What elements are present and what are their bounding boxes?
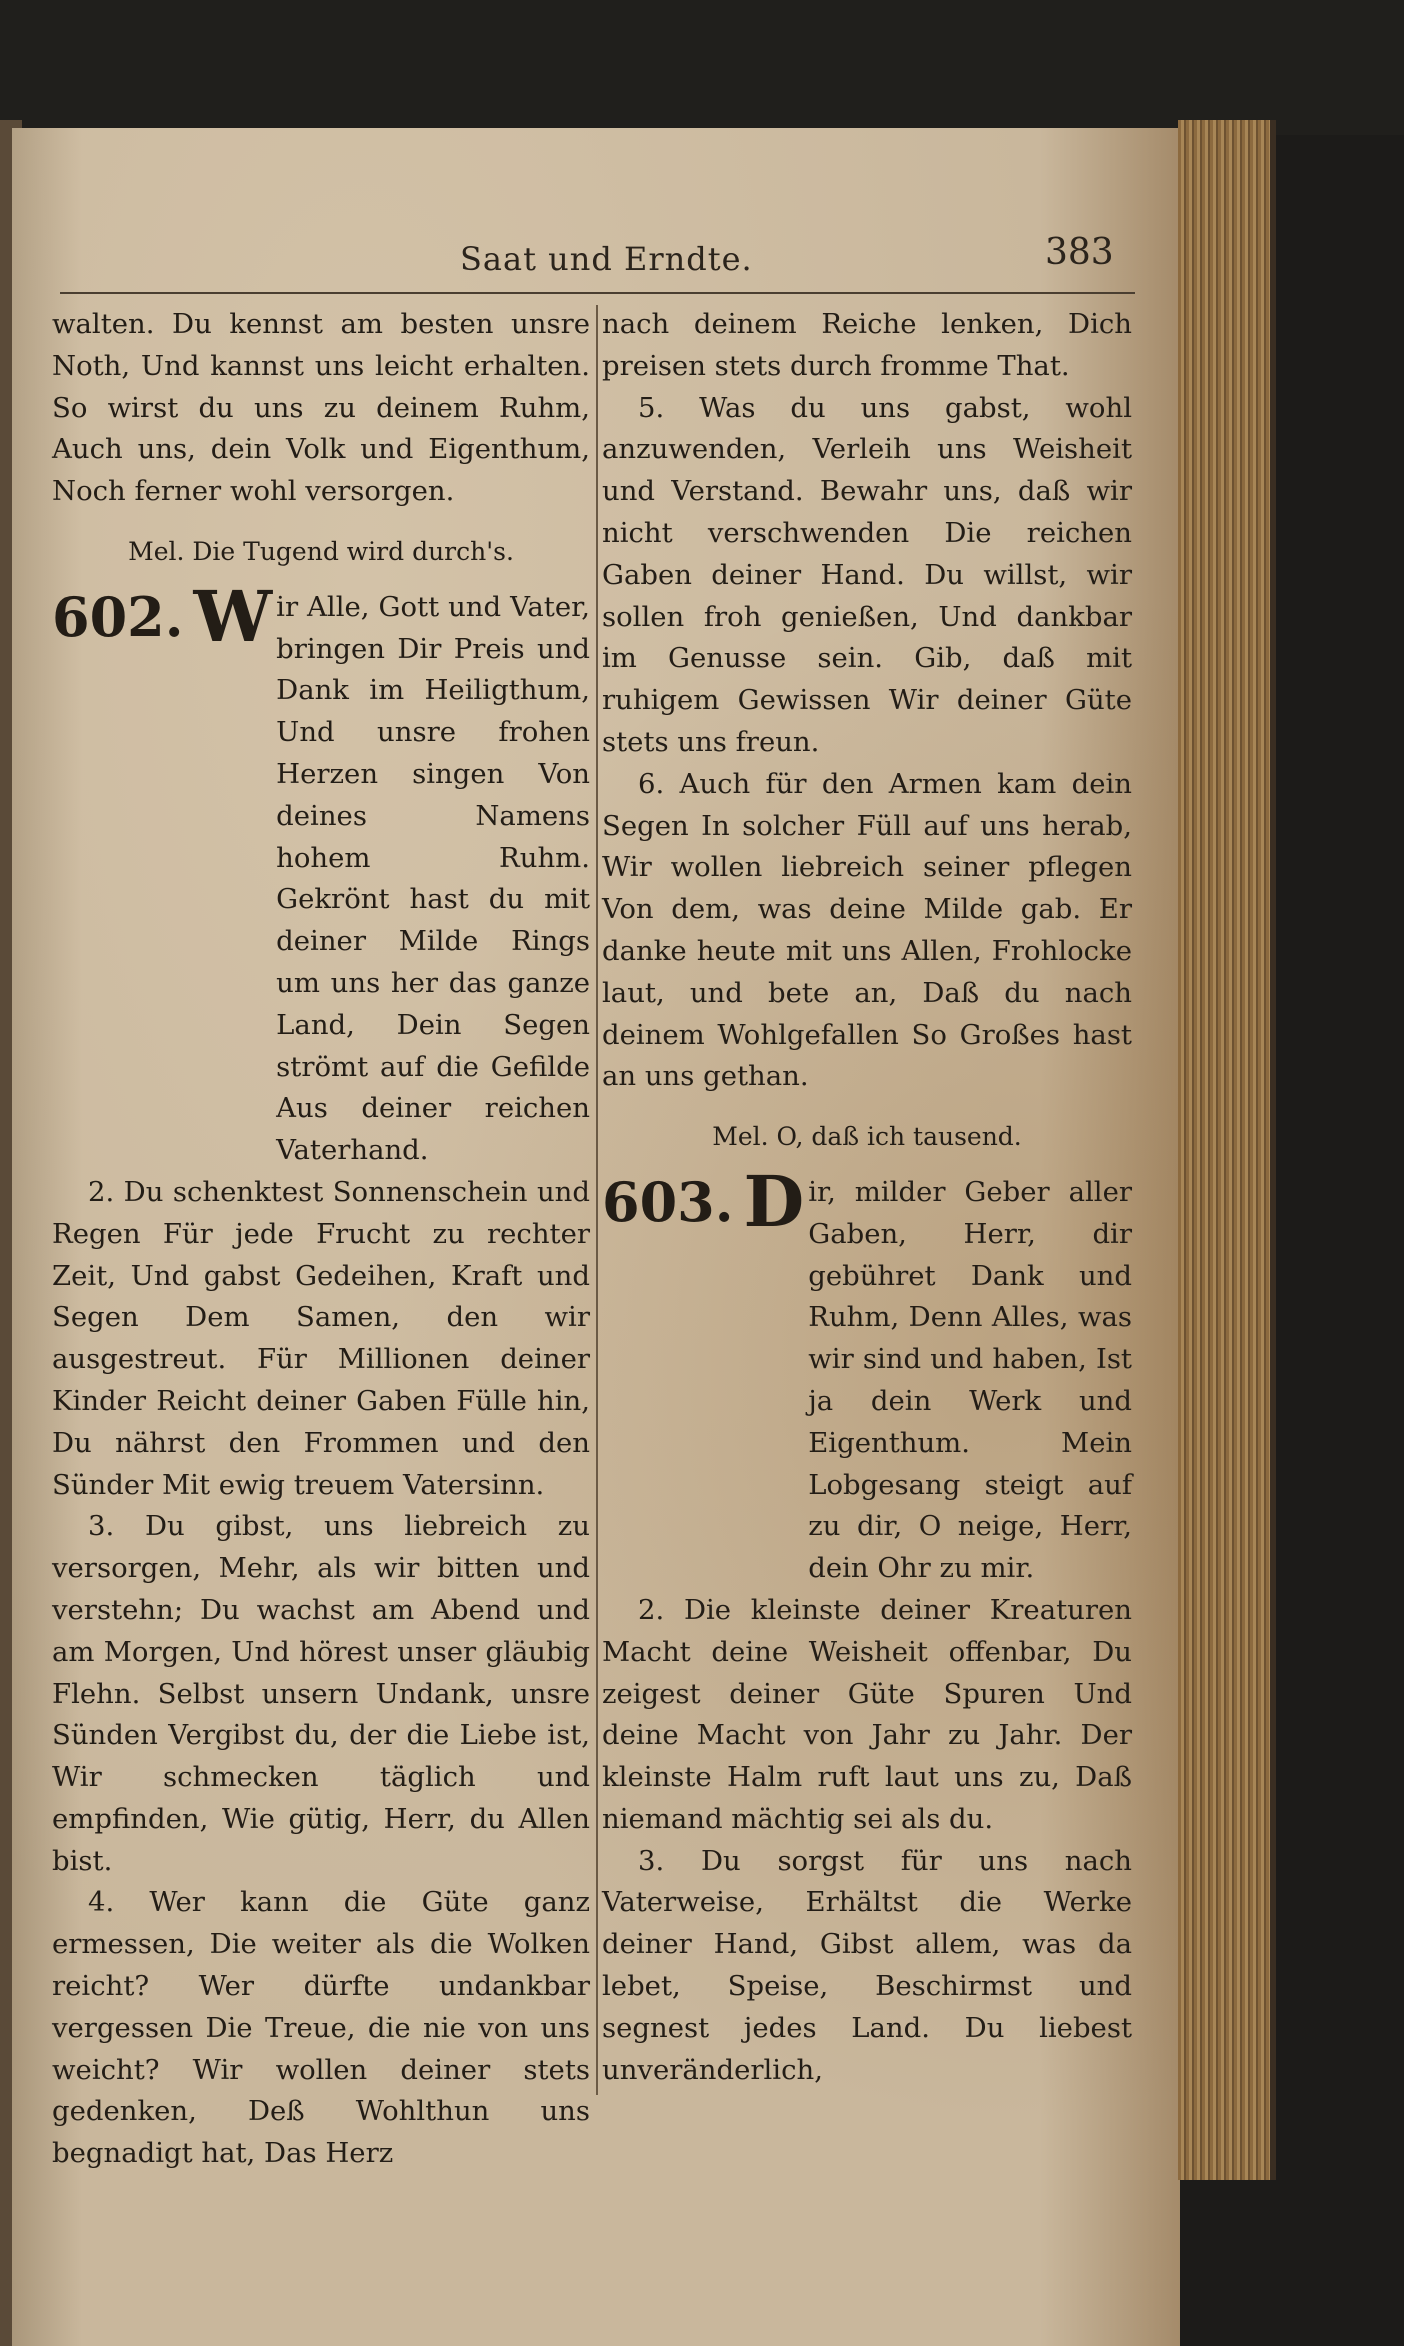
verse: 3. Du gibst, uns liebreich zu versorgen, Mehr, als wir bitten und verstehn; Du wachst am Abend und am Morgen, Und hörest unser gläubig Flehn. Selbst unsern Undank, unsre Sünden Vergibst du, der die Liebe ist, Wir schmecken täglich und empfinden, Wie gütig, Herr, du Allen bist.	[52, 1510, 590, 1877]
verse: 2. Du schenktest Sonnenschein und Regen Für jede Frucht zu rechter Zeit, Und gabst Gedeihen, Kraft und Segen Dem Samen, den wir ausgestreut. Für Millionen deiner Kinder Reicht deiner Gaben Fülle hin, Du nährst den Frommen und den Sünder Mit ewig treuem Vatersinn.	[52, 1175, 590, 1501]
drop-initial: D	[743, 1159, 805, 1243]
verse: 3. Du sorgst für uns nach Vaterweise, Erhältst die Werke deiner Hand, Gibst allem, was da lebet, Speise, Beschirmst und segnest jedes Land. Du liebest unveränderlich,	[602, 1844, 1132, 2086]
page-header	[60, 232, 1130, 290]
left-column	[52, 304, 590, 2175]
verse: 5. Was du uns gabst, wohl anzuwenden, Verleih uns Weisheit und Verstand. Bewahr uns, daß wir nicht verschwenden Die reichen Gaben deiner Hand. Du willst, wir sollen froh genießen, Und dankbar im Genusse sein. Gib, daß mit ruhigem Gewissen Wir deiner Güte stets uns freun.	[602, 391, 1132, 758]
page-number: 383	[1045, 232, 1114, 273]
hymn-number: 603.	[602, 1169, 734, 1234]
drop-initial: W	[193, 574, 273, 658]
hymn-602	[52, 574, 590, 1172]
background-top	[0, 0, 1404, 135]
hymn-603	[602, 1159, 1132, 1590]
verse: 4. Wer kann die Güte ganz ermessen, Die weiter als die Wolken reicht? Wer dürfte undankbar vergessen Die Treue, die nie von uns weicht? Wir wollen deiner stets gedenken, Deß Wohlthun uns begnadigt hat, Das Herz	[52, 1886, 590, 2170]
header-rule	[60, 292, 1135, 294]
hymn-first-verse: ir, milder Geber aller Gaben, Herr, dir gebühret Dank und Ruhm, Denn Alles, was wir sind und haben, Ist ja dein Werk und Eigenthum. Mein Lobgesang steigt auf zu dir, O neige, Herr, dein Ohr zu mir.	[808, 1175, 1132, 1585]
melody-note: Mel. O, daß ich tausend.	[712, 1122, 1022, 1152]
right-column	[602, 304, 1132, 2091]
verse-continuation: walten. Du kennst am besten unsre Noth, Und kannst uns leicht erhalten. So wirst du uns zu deinem Ruhm, Auch uns, dein Volk und Eigenthum, Noch ferner wohl versorgen.	[52, 308, 590, 508]
melody-note: Mel. Die Tugend wird durch's.	[128, 536, 514, 566]
page-fore-edge	[1178, 120, 1276, 2180]
hymn-first-verse: ir Alle, Gott und Vater, bringen Dir Preis und Dank im Heiligthum, Und unsre frohen Herzen singen Von deines Namens hohem Ruhm. Gekrönt hast du mit deiner Milde Rings um uns her das ganze Land, Dein Segen strömt auf die Gefilde Aus deiner reichen Vaterhand.	[276, 590, 590, 1167]
running-head: Saat und Erndte.	[460, 240, 753, 278]
verse-continuation: nach deinem Reiche lenken, Dich preisen stets durch fromme That.	[602, 308, 1132, 382]
verse: 6. Auch für den Armen kam dein Segen In solcher Füll auf uns herab, Wir wollen liebreich seiner pflegen Von dem, was deine Milde gab. Er danke heute mit uns Allen, Frohlocke laut, und bete an, Daß du nach deinem Wohlgefallen So Großes hast an uns gethan.	[602, 767, 1132, 1093]
column-divider	[596, 305, 598, 2095]
hymn-number: 602.	[52, 584, 184, 649]
verse: 2. Die kleinste deiner Kreaturen Macht deine Weisheit offenbar, Du zeigest deiner Güte Spuren Und deine Macht von Jahr zu Jahr. Der kleinste Halm ruft laut uns zu, Daß niemand mächtig sei als du.	[602, 1593, 1132, 1835]
